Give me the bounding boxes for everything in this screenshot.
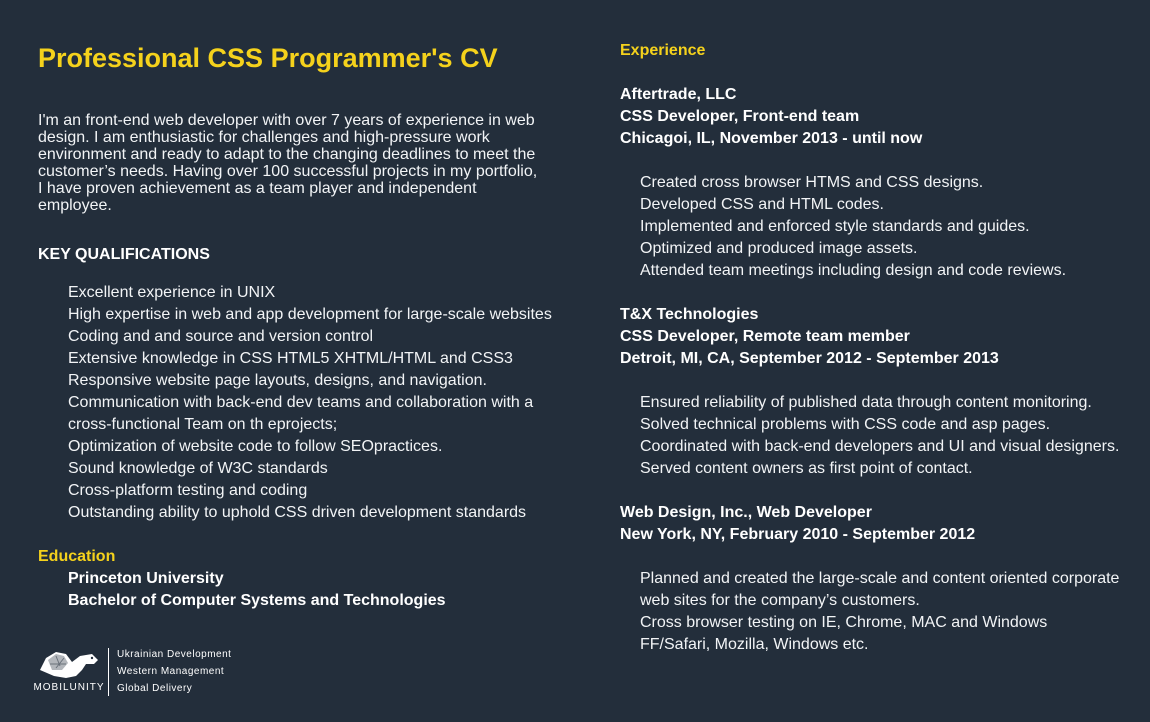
- turtle-logo-icon: [36, 646, 102, 680]
- job-entry: [620, 304, 1120, 480]
- list-item: Coordinated with back-end developers and UI and visual designers.: [640, 438, 1120, 455]
- job-role: CSS Developer, Front-end team: [620, 108, 860, 125]
- list-item: Cross-platform testing and coding: [68, 482, 308, 499]
- list-item: Optimized and produced image assets.: [640, 240, 918, 257]
- list-item: Ensured reliability of published data through content monitoring.: [640, 394, 1092, 411]
- list-item: Attended team meetings including design and code reviews.: [640, 262, 1067, 279]
- logo-mark: [34, 646, 104, 693]
- job-entry: [620, 502, 1120, 656]
- right-column: [620, 40, 1120, 656]
- list-item: Coding and and source and version control: [68, 328, 374, 345]
- list-item: Solved technical problems with CSS code and asp pages.: [640, 416, 1051, 433]
- intro-paragraph: I'm an front-end web developer with over 7 years of experience in web design. I am enthusiastic for challenges and high-pressure work environment and ready to adapt to the changing deadlines to meet the customer’s needs. Having over 100 successful projects in my portfolio, I have proven achievement as a team player and independent employee.: [38, 112, 538, 214]
- job-duties: [620, 172, 1120, 282]
- page-title: Professional CSS Programmer's CV: [38, 43, 498, 73]
- list-item: Excellent experience in UNIX: [68, 284, 276, 301]
- job-location-dates: Detroit, MI, CA, September 2012 - September 2013: [620, 350, 999, 367]
- logo-tagline: Global Delivery: [117, 683, 193, 694]
- list-item: Responsive website page layouts, designs, and navigation.: [68, 372, 487, 389]
- job-location-dates: New York, NY, February 2010 - September 2012: [620, 526, 976, 543]
- list-item: Served content owners as first point of contact.: [640, 460, 973, 477]
- job-company: T&X Technologies: [620, 306, 759, 323]
- education-heading: Education: [38, 548, 116, 565]
- list-item: Optimization of website code to follow SEOpractices.: [68, 438, 443, 455]
- logo-wordmark: MOBILUNITY: [33, 682, 105, 693]
- list-item: Sound knowledge of W3C standards: [68, 460, 328, 477]
- logo-taglines: [117, 646, 231, 697]
- job-role: CSS Developer, Remote team member: [620, 328, 910, 345]
- education-school: Princeton University: [68, 570, 224, 587]
- list-item: High expertise in web and app development for large-scale websites: [68, 306, 552, 323]
- left-column: [38, 40, 578, 612]
- list-item: Outstanding ability to uphold CSS driven development standards: [68, 504, 527, 521]
- list-item: Developed CSS and HTML codes.: [640, 196, 884, 213]
- job-entry: [620, 84, 1120, 282]
- list-item: Planned and created the large-scale and content oriented corporate web sites for the company’s customers.: [640, 570, 1120, 609]
- qualifications-list: [38, 282, 578, 524]
- list-item: Cross browser testing on IE, Chrome, MAC and Windows FF/Safari, Mozilla, Windows etc.: [640, 614, 1048, 653]
- list-item: Created cross browser HTMS and CSS designs.: [640, 174, 984, 191]
- education-degree: Bachelor of Computer Systems and Technologies: [68, 592, 446, 609]
- list-item: Extensive knowledge in CSS HTML5 XHTML/HTML and CSS3: [68, 350, 513, 367]
- job-company: Aftertrade, LLC: [620, 86, 737, 103]
- list-item: Communication with back-end dev teams and collaboration with a cross-functional Team on th eprojects;: [68, 394, 534, 433]
- job-company-role: Web Design, Inc., Web Developer: [620, 504, 872, 521]
- list-item: Implemented and enforced style standards and guides.: [640, 218, 1030, 235]
- job-duties: [620, 568, 1120, 656]
- job-location-dates: Chicagoi, IL, November 2013 - until now: [620, 130, 923, 147]
- job-duties: [620, 392, 1120, 480]
- company-logo: [34, 646, 231, 698]
- education-block: [38, 568, 578, 612]
- key-qualifications-heading: KEY QUALIFICATIONS: [38, 246, 210, 263]
- logo-divider: [108, 648, 109, 696]
- logo-tagline: Western Management: [117, 666, 225, 677]
- experience-heading: Experience: [620, 42, 706, 59]
- logo-tagline: Ukrainian Development: [117, 649, 232, 660]
